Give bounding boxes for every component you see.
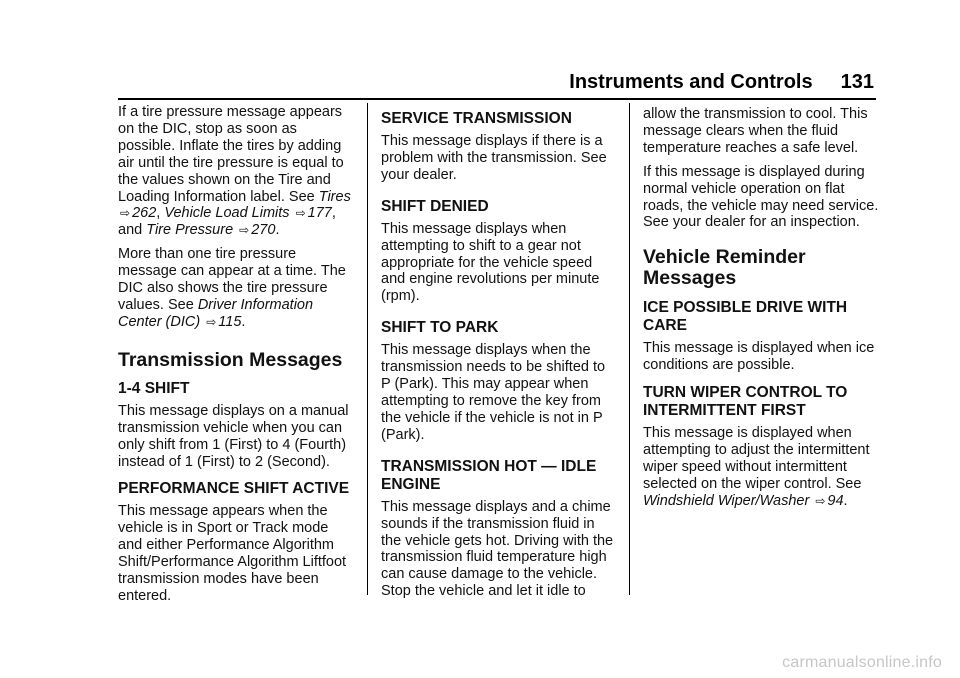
page-number: 131 <box>840 71 874 93</box>
page-ref[interactable]: 270 <box>251 222 276 239</box>
subsection-heading: TRANSMISSION HOT — IDLE ENGINE <box>381 457 597 493</box>
body-paragraph: This message displays when attempting to shift to a gear not appropriate for the vehicle speed and engine revolutions per minute (rpm). <box>381 220 600 305</box>
page-header <box>0 70 874 94</box>
column-right <box>643 104 879 517</box>
xref-link[interactable]: Tire Pressure <box>146 222 234 239</box>
subsection-heading: PERFORMANCE SHIFT ACTIVE <box>118 480 350 498</box>
xref-link[interactable]: Tires <box>318 188 351 205</box>
body-paragraph: This message displays and a chime sounds if the transmission fluid in the vehicle gets hot. Driving with the transmission fluid temperature high can cause damage to the vehicle. Stop the vehicle and let it idle to <box>381 498 614 600</box>
body-paragraph: This message appears when the vehicle is in Sport or Track mode and either Performance Algorithm Shift/Performance Algorithm Liftfoot transmission modes have been entered. <box>118 503 347 604</box>
subsection-heading: SERVICE TRANSMISSION <box>381 110 572 127</box>
subsection-heading: 1-4 SHIFT <box>118 379 190 397</box>
column-left <box>118 104 354 612</box>
page-ref[interactable]: 262 <box>132 205 157 222</box>
header-rule <box>118 98 876 100</box>
page-reference-arrow-icon: ⇨ <box>206 314 217 329</box>
page-reference-arrow-icon: ⇨ <box>120 206 131 221</box>
xref-link[interactable]: Windshield Wiper/Washer <box>643 492 810 509</box>
page-reference-arrow-icon: ⇨ <box>239 223 250 238</box>
subsection-heading: SHIFT DENIED <box>381 197 489 215</box>
page-ref[interactable]: 177 <box>307 205 332 222</box>
multiple-messages-paragraph: More than one tire pressure message can appear at a time. The DIC also shows the tire pressure values. See Driver Information Center (DIC) ⇨ 115. <box>118 246 346 330</box>
column-divider <box>629 103 630 595</box>
body-paragraph: This message is displayed when ice conditions are possible. <box>643 340 875 374</box>
section-heading: Vehicle Reminder Messages <box>643 246 806 290</box>
tire-pressure-paragraph: If a tire pressure message appears on the DIC, stop as soon as possible. Inflate the tires by adding air until the tire pressure is equal to the values shown on the Tire and Loading Information label. See Tires ⇨ 262, Vehicle Load Limits ⇨ 177, and Tire Pressure ⇨ 270. <box>118 104 351 239</box>
xref-link[interactable]: Vehicle Load Limits <box>164 205 290 222</box>
page-reference-arrow-icon: ⇨ <box>815 493 826 508</box>
section-heading: Transmission Messages <box>118 348 343 371</box>
body-paragraph: If this message is displayed during normal vehicle operation on flat roads, the vehicle may need service. See your dealer for an inspection. <box>643 163 879 231</box>
xref-link[interactable]: Driver Information Center (DIC) <box>118 296 314 330</box>
column-middle <box>381 104 617 607</box>
page-ref[interactable]: 115 <box>218 313 242 330</box>
section-title: Instruments and Controls <box>569 71 813 93</box>
body-paragraph: This message displays if there is a problem with the transmission. See your dealer. <box>381 133 607 183</box>
watermark: carmanualsonline.info <box>782 654 942 671</box>
body-paragraph: This message displays when the transmission needs to be shifted to P (Park). This may appear when attempting to remove the key from the vehicle if the vehicle is not in P (Park). <box>381 342 606 443</box>
subsection-heading: ICE POSSIBLE DRIVE WITH CARE <box>643 299 848 335</box>
subsection-heading: SHIFT TO PARK <box>381 319 499 337</box>
subsection-heading: TURN WIPER CONTROL TO INTERMITTENT FIRST <box>643 384 848 420</box>
column-divider <box>367 103 368 595</box>
page-reference-arrow-icon: ⇨ <box>295 206 306 221</box>
wiper-paragraph: This message is displayed when attempting to adjust the intermittent wiper speed without intermittent selected on the wiper control. See Windshield Wiper/Washer ⇨ 94. <box>643 425 870 509</box>
page-ref[interactable]: 94 <box>827 492 844 509</box>
body-paragraph: allow the transmission to cool. This message clears when the fluid temperature reaches a safe level. <box>643 106 868 156</box>
body-paragraph: This message displays on a manual transmission vehicle when you can only shift from 1 (First) to 4 (Fourth) instead of 1 (First) to 2 (Second). <box>118 402 349 470</box>
